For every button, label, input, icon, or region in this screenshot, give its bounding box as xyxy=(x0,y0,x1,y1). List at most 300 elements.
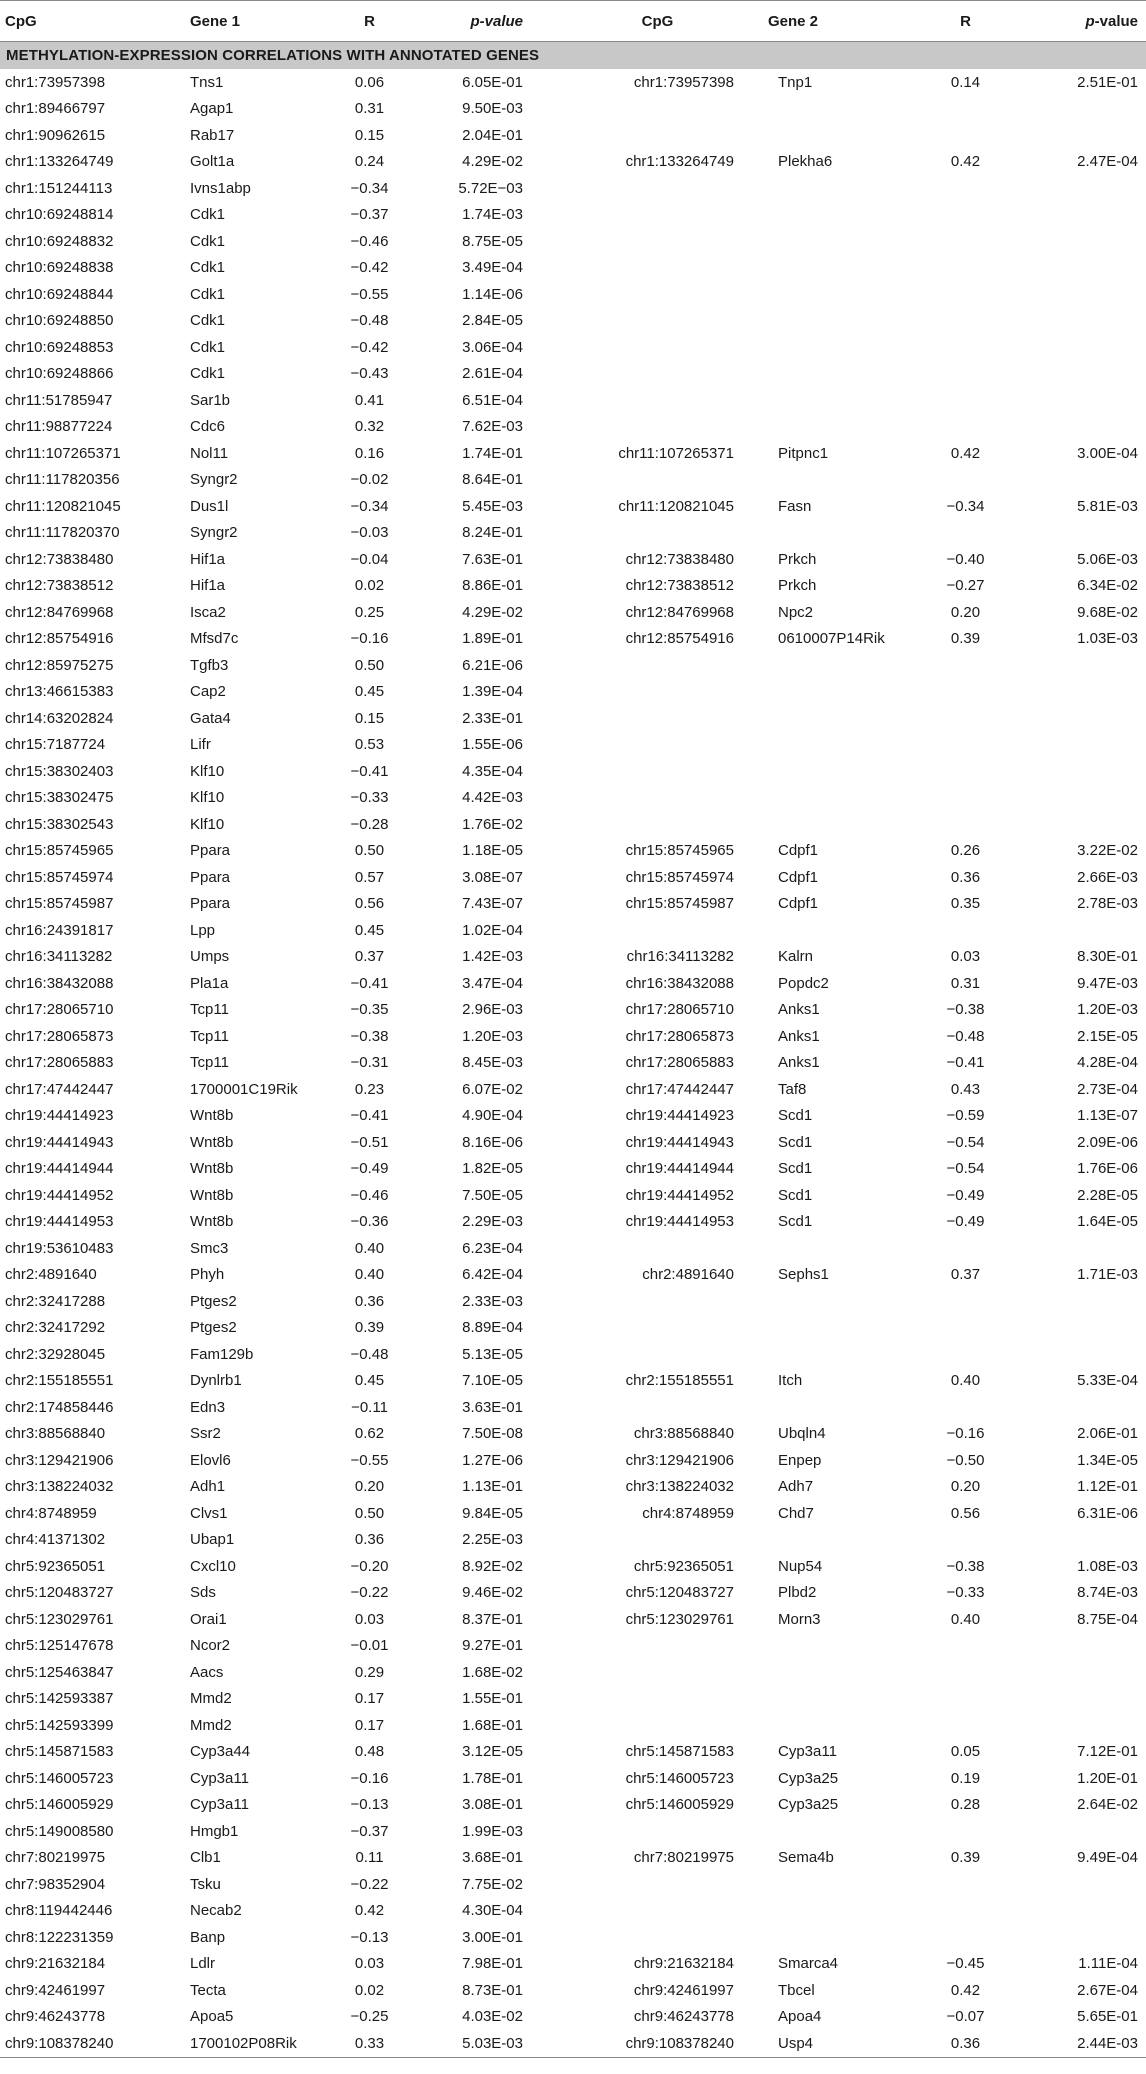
gene-2-cell xyxy=(746,1527,913,1554)
cpg-1-cell: chr12:85754916 xyxy=(5,630,114,648)
pvalue-2-cell xyxy=(1018,1527,1146,1554)
pvalue-2-cell: 2.78E-03 xyxy=(1077,895,1138,913)
gene-2-cell: Tnp1 xyxy=(778,73,813,91)
gene-2-cell xyxy=(746,334,913,361)
r-1-cell: 0.02 xyxy=(354,1981,385,1999)
cpg-2-cell: chr9:108378240 xyxy=(541,2030,746,2057)
r-1-cell: 0.23 xyxy=(354,1080,385,1098)
table-row xyxy=(0,1500,1146,1527)
table-row xyxy=(0,1712,1146,1739)
cpg-2-cell xyxy=(541,1712,746,1739)
pvalue-2-cell: 9.68E-02 xyxy=(1077,603,1138,621)
pvalue-2-cell: 6.34E-02 xyxy=(1077,577,1138,595)
gene-1-cell: Syngr2 xyxy=(190,471,238,489)
pvalue-1-cell: 4.29E-02 xyxy=(462,153,523,171)
cpg-1-cell: chr11:117820356 xyxy=(5,471,120,489)
r-2-cell xyxy=(913,96,1018,123)
r-1-cell: 0.40 xyxy=(354,1239,385,1257)
pvalue-2-cell: 8.75E-04 xyxy=(1077,1610,1138,1628)
cpg-2-cell: chr1:73957398 xyxy=(633,73,734,91)
table-row xyxy=(0,69,1146,96)
gene-1-cell: Sds xyxy=(190,1584,216,1602)
cpg-1-cell: chr12:85975275 xyxy=(5,656,114,674)
gene-1-cell: Hmgb1 xyxy=(190,1822,239,1840)
gene-1-cell: Cdk1 xyxy=(190,365,226,383)
r-1-cell: −0.41 xyxy=(350,1107,389,1125)
gene-2-cell: Anks1 xyxy=(778,1027,820,1045)
r-2-cell xyxy=(913,917,1018,944)
pvalue-2-cell: 5.06E-03 xyxy=(1077,550,1138,568)
pvalue-1-cell: 3.08E-01 xyxy=(462,1796,523,1814)
pvalue-1-cell: 8.75E-05 xyxy=(462,232,523,250)
cpg-1-cell: chr5:146005723 xyxy=(5,1769,114,1787)
gene-2-cell: Itch xyxy=(778,1372,803,1390)
gene-1-cell: Fam129b xyxy=(190,1345,254,1363)
gene-1-cell: Hif1a xyxy=(190,577,226,595)
gene-2-cell xyxy=(746,1712,913,1739)
cpg-1-cell: chr9:108378240 xyxy=(0,2030,190,2057)
cpg-2-cell: chr11:107265371 xyxy=(618,444,734,462)
r-1-cell: 0.17 xyxy=(354,1716,385,1734)
pvalue-1-cell: 9.27E-01 xyxy=(462,1637,523,1655)
gene-2-cell xyxy=(746,202,913,229)
gene-2-cell: Plekha6 xyxy=(778,153,833,171)
gene-2-cell xyxy=(746,705,913,732)
pvalue-1-cell: 2.04E-01 xyxy=(462,126,523,144)
table-row xyxy=(0,838,1146,865)
gene-1-cell: Nol11 xyxy=(190,444,229,462)
table-row xyxy=(0,1792,1146,1819)
gene-2-cell xyxy=(746,1898,913,1925)
table-row xyxy=(0,122,1146,149)
cpg-1-cell: chr15:38302403 xyxy=(5,762,114,780)
r-1-cell: 0.41 xyxy=(354,391,385,409)
gene-2-cell: Scd1 xyxy=(778,1107,813,1125)
gene-1-cell: Cdk1 xyxy=(190,259,226,277)
gene-2-cell: Scd1 xyxy=(778,1186,813,1204)
table-row xyxy=(0,679,1146,706)
cpg-1-cell: chr11:120821045 xyxy=(5,497,121,515)
table-row xyxy=(0,1394,1146,1421)
pvalue-2-cell xyxy=(1018,1818,1146,1845)
gene-1-cell: Cxcl10 xyxy=(190,1557,236,1575)
gene-1-cell: Ptges2 xyxy=(190,1292,237,1310)
gene-2-cell: Prkch xyxy=(778,577,817,595)
pvalue-2-cell: 5.33E-04 xyxy=(1077,1372,1138,1390)
cpg-1-cell: chr5:146005929 xyxy=(5,1796,114,1814)
cpg-1-cell: chr17:47442447 xyxy=(5,1080,114,1098)
pvalue-2-cell xyxy=(1018,467,1146,494)
gene-1-cell: Ubap1 xyxy=(190,1531,235,1549)
gene-2-cell xyxy=(746,1341,913,1368)
cpg-1-cell: chr5:120483727 xyxy=(5,1584,114,1602)
cpg-2-cell: chr3:138224032 xyxy=(625,1478,734,1496)
pvalue-1-cell: 9.50E-03 xyxy=(462,100,523,118)
gene-2-cell xyxy=(746,1818,913,1845)
header-cpg-2: CpG xyxy=(541,1,746,42)
r-1-cell: 0.45 xyxy=(354,921,385,939)
r-2-cell: 0.40 xyxy=(950,1372,981,1390)
table-row xyxy=(0,1447,1146,1474)
pvalue-1-cell: 1.20E-03 xyxy=(462,1027,523,1045)
cpg-2-cell xyxy=(541,334,746,361)
gene-2-cell: Sephs1 xyxy=(778,1266,829,1284)
pvalue-1-cell: 7.10E-05 xyxy=(462,1372,523,1390)
pvalue-1-cell: 4.03E-02 xyxy=(462,2008,523,2026)
pvalue-1-cell: 1.02E-04 xyxy=(462,921,523,939)
r-2-cell xyxy=(913,228,1018,255)
gene-1-cell: Tsku xyxy=(190,1875,221,1893)
pvalue-1-cell: 6.42E-04 xyxy=(462,1266,523,1284)
r-1-cell: −0.11 xyxy=(351,1398,388,1416)
cpg-1-cell: chr5:123029761 xyxy=(5,1610,114,1628)
cpg-2-cell: chr5:123029761 xyxy=(625,1610,734,1628)
cpg-2-cell: chr17:47442447 xyxy=(625,1080,734,1098)
pvalue-1-cell: 2.25E-03 xyxy=(462,1531,523,1549)
gene-1-cell: Ivns1abp xyxy=(190,179,251,197)
r-1-cell: 0.42 xyxy=(354,1902,385,1920)
r-1-cell: 0.32 xyxy=(354,418,385,436)
cpg-1-cell: chr10:69248866 xyxy=(5,365,114,383)
pvalue-2-cell xyxy=(1018,652,1146,679)
cpg-2-cell: chr11:120821045 xyxy=(618,497,734,515)
gene-1-cell: Cdk1 xyxy=(190,285,226,303)
r-2-cell xyxy=(913,1898,1018,1925)
gene-1-cell: Sar1b xyxy=(190,391,231,409)
gene-2-cell: Enpep xyxy=(778,1451,822,1469)
table-row xyxy=(0,1951,1146,1978)
gene-2-cell: Usp4 xyxy=(746,2030,913,2057)
cpg-1-cell: chr11:117820370 xyxy=(5,524,120,542)
cpg-1-cell: chr1:133264749 xyxy=(5,153,114,171)
r-2-cell: 0.42 xyxy=(950,1981,981,1999)
gene-2-cell: Anks1 xyxy=(778,1054,820,1072)
section-title: METHYLATION-EXPRESSION CORRELATIONS WITH ANNOTATED GENES xyxy=(0,42,1146,70)
gene-1-cell: Golt1a xyxy=(190,153,235,171)
cpg-1-cell: chr4:8748959 xyxy=(5,1504,97,1522)
table-row xyxy=(0,1474,1146,1501)
cpg-2-cell: chr19:44414923 xyxy=(625,1107,734,1125)
cpg-1-cell: chr2:32928045 xyxy=(5,1345,106,1363)
cpg-1-cell: chr16:34113282 xyxy=(5,948,113,966)
pvalue-2-cell xyxy=(1018,1394,1146,1421)
gene-2-cell xyxy=(746,175,913,202)
r-2-cell: −0.54 xyxy=(946,1133,985,1151)
table-row xyxy=(0,334,1146,361)
cpg-1-cell: chr17:28065873 xyxy=(5,1027,114,1045)
cpg-2-cell xyxy=(541,122,746,149)
pvalue-2-cell xyxy=(1018,1288,1146,1315)
gene-1-cell: Ppara xyxy=(190,868,231,886)
cpg-2-cell: chr7:80219975 xyxy=(633,1849,734,1867)
pvalue-1-cell: 7.50E-08 xyxy=(462,1425,523,1443)
pvalue-1-cell: 1.74E-03 xyxy=(462,206,523,224)
r-2-cell xyxy=(913,1315,1018,1342)
cpg-2-cell: chr17:28065873 xyxy=(625,1027,734,1045)
gene-1-cell: 1700001C19Rik xyxy=(190,1080,298,1098)
r-1-cell: 0.48 xyxy=(354,1743,385,1761)
gene-1-cell: Cyp3a11 xyxy=(190,1769,249,1787)
gene-1-cell: Banp xyxy=(190,1928,226,1946)
r-2-cell: −0.38 xyxy=(946,1557,985,1575)
gene-1-cell: Wnt8b xyxy=(190,1186,234,1204)
r-2-cell xyxy=(913,1712,1018,1739)
r-1-cell: −0.31 xyxy=(350,1054,389,1072)
table-row xyxy=(0,2004,1146,2031)
r-2-cell: 0.35 xyxy=(950,895,981,913)
gene-1-cell: Cdk1 xyxy=(190,206,226,224)
gene-2-cell xyxy=(746,1288,913,1315)
table-row xyxy=(0,1606,1146,1633)
pvalue-2-cell: 2.15E-05 xyxy=(1077,1027,1138,1045)
r-2-cell: 0.39 xyxy=(950,1849,981,1867)
r-1-cell: 0.31 xyxy=(354,100,385,118)
header-row xyxy=(0,1,1146,42)
table-row xyxy=(0,944,1146,971)
cpg-2-cell: chr5:92365051 xyxy=(633,1557,734,1575)
r-1-cell: −0.28 xyxy=(350,815,389,833)
gene-2-cell: Apoa4 xyxy=(778,2008,822,2026)
r-2-cell xyxy=(913,1288,1018,1315)
section-row xyxy=(0,42,1146,70)
r-2-cell: 0.42 xyxy=(950,444,981,462)
pvalue-1-cell: 7.63E-01 xyxy=(462,550,523,568)
cpg-2-cell: chr12:73838480 xyxy=(625,550,734,568)
r-2-cell: −0.34 xyxy=(946,497,985,515)
cpg-2-cell: chr16:34113282 xyxy=(626,948,734,966)
r-2-cell: 0.28 xyxy=(950,1796,981,1814)
cpg-1-cell: chr5:142593387 xyxy=(5,1690,114,1708)
pvalue-1-cell: 3.12E-05 xyxy=(462,1743,523,1761)
table-row xyxy=(0,361,1146,388)
r-1-cell: −0.38 xyxy=(350,1027,389,1045)
table-row xyxy=(0,1659,1146,1686)
gene-1-cell: Ptges2 xyxy=(190,1319,237,1337)
pvalue-2-cell: 5.65E-01 xyxy=(1077,2008,1138,2026)
r-2-cell xyxy=(913,758,1018,785)
r-2-cell xyxy=(913,202,1018,229)
table-row xyxy=(0,1076,1146,1103)
r-1-cell: 0.53 xyxy=(354,736,385,754)
gene-1-cell: Tcp11 xyxy=(190,1001,229,1019)
cpg-1-cell: chr8:119442446 xyxy=(5,1902,113,1920)
r-1-cell: −0.46 xyxy=(350,232,389,250)
gene-2-cell: Sema4b xyxy=(778,1849,834,1867)
cpg-1-cell: chr7:98352904 xyxy=(5,1875,106,1893)
r-2-cell xyxy=(913,811,1018,838)
r-1-cell: −0.51 xyxy=(350,1133,389,1151)
cpg-1-cell: chr14:63202824 xyxy=(5,709,114,727)
cpg-1-cell: chr3:88568840 xyxy=(5,1425,106,1443)
gene-1-cell: Apoa5 xyxy=(190,2008,234,2026)
cpg-1-cell: chr10:69248853 xyxy=(5,338,114,356)
pvalue-2-cell: 2.73E-04 xyxy=(1077,1080,1138,1098)
cpg-1-cell: chr11:107265371 xyxy=(5,444,121,462)
r-2-cell: 0.20 xyxy=(950,1478,981,1496)
gene-2-cell: Scd1 xyxy=(778,1133,813,1151)
cpg-2-cell xyxy=(541,255,746,282)
r-2-cell xyxy=(913,361,1018,388)
gene-1-cell: Syngr2 xyxy=(190,524,238,542)
pvalue-2-cell xyxy=(1018,917,1146,944)
gene-1-cell: Hif1a xyxy=(190,550,226,568)
r-2-cell xyxy=(913,334,1018,361)
gene-2-cell: Kalrn xyxy=(778,948,814,966)
r-2-cell xyxy=(913,1924,1018,1951)
r-2-cell: −0.48 xyxy=(946,1027,985,1045)
gene-2-cell: Cyp3a25 xyxy=(778,1796,839,1814)
r-1-cell: −0.22 xyxy=(350,1875,389,1893)
pvalue-2-cell: 2.47E-04 xyxy=(1077,153,1138,171)
pvalue-1-cell: 6.05E-01 xyxy=(462,73,523,91)
cpg-1-cell: chr17:28065710 xyxy=(5,1001,114,1019)
pvalue-2-cell xyxy=(1018,732,1146,759)
pvalue-2-cell: 1.13E-07 xyxy=(1077,1107,1138,1125)
cpg-1-cell: chr12:73838480 xyxy=(5,550,114,568)
table-row xyxy=(0,1527,1146,1554)
cpg-1-cell: chr16:38432088 xyxy=(5,974,114,992)
gene-2-cell: 0610007P14Rik xyxy=(778,630,885,648)
pvalue-2-cell xyxy=(1018,811,1146,838)
r-1-cell: −0.49 xyxy=(350,1160,389,1178)
table-row xyxy=(0,811,1146,838)
r-1-cell: 0.20 xyxy=(354,1478,385,1496)
pvalue-2-cell: 1.76E-06 xyxy=(1077,1160,1138,1178)
r-2-cell: −0.49 xyxy=(946,1186,985,1204)
cpg-1-cell: chr16:24391817 xyxy=(5,921,114,939)
gene-1-cell: Klf10 xyxy=(190,762,225,780)
cpg-1-cell: chr13:46615383 xyxy=(5,683,114,701)
gene-1-cell: Necab2 xyxy=(190,1902,242,1920)
cpg-1-cell: chr19:44414953 xyxy=(5,1213,114,1231)
gene-1-cell: Mfsd7c xyxy=(190,630,239,648)
pvalue-2-cell: 2.44E-03 xyxy=(1018,2030,1146,2057)
pvalue-1-cell: 8.37E-01 xyxy=(462,1610,523,1628)
r-2-cell: 0.05 xyxy=(950,1743,981,1761)
r-1-cell: −0.37 xyxy=(350,206,389,224)
cpg-2-cell: chr12:73838512 xyxy=(625,577,734,595)
cpg-1-cell: chr19:44414923 xyxy=(5,1107,114,1125)
r-1-cell: 0.45 xyxy=(354,1372,385,1390)
header-gene-2: Gene 2 xyxy=(746,1,913,42)
pvalue-2-cell xyxy=(1018,1686,1146,1713)
cpg-1-cell: chr15:85745987 xyxy=(5,895,114,913)
gene-1-cell: Isca2 xyxy=(190,603,226,621)
table-row xyxy=(0,175,1146,202)
cpg-2-cell: chr19:44414943 xyxy=(625,1133,734,1151)
r-2-cell: −0.59 xyxy=(946,1107,985,1125)
table-row xyxy=(0,493,1146,520)
cpg-2-cell xyxy=(541,1659,746,1686)
pvalue-1-cell: 3.00E-01 xyxy=(462,1928,523,1946)
table-row xyxy=(0,1023,1146,1050)
table-row xyxy=(0,440,1146,467)
header-pvalue-1-rest: -value xyxy=(479,12,523,30)
pvalue-2-cell: 3.00E-04 xyxy=(1077,444,1138,462)
pvalue-2-cell: 2.66E-03 xyxy=(1077,868,1138,886)
r-1-cell: −0.16 xyxy=(350,630,389,648)
cpg-2-cell xyxy=(541,1288,746,1315)
table-row xyxy=(0,1129,1146,1156)
cpg-1-cell: chr9:42461997 xyxy=(5,1981,106,1999)
cpg-2-cell: chr1:133264749 xyxy=(625,153,734,171)
pvalue-1-cell: 9.46E-02 xyxy=(462,1584,523,1602)
table-row xyxy=(0,1924,1146,1951)
gene-1-cell: Wnt8b xyxy=(190,1213,234,1231)
cpg-2-cell xyxy=(541,1315,746,1342)
pvalue-1-cell: 1.13E-01 xyxy=(462,1478,523,1496)
cpg-1-cell: chr19:44414943 xyxy=(5,1133,114,1151)
table-row xyxy=(0,573,1146,600)
r-1-cell: −0.01 xyxy=(350,1637,389,1655)
gene-2-cell xyxy=(746,122,913,149)
cpg-2-cell xyxy=(541,1394,746,1421)
r-2-cell xyxy=(913,1659,1018,1686)
cpg-1-cell: chr4:41371302 xyxy=(5,1531,106,1549)
r-2-cell: −0.38 xyxy=(946,1001,985,1019)
r-1-cell: −0.43 xyxy=(350,365,389,383)
gene-1-cell: Orai1 xyxy=(190,1610,227,1628)
pvalue-1-cell: 1.68E-02 xyxy=(462,1663,523,1681)
gene-2-cell xyxy=(746,255,913,282)
gene-2-cell xyxy=(746,281,913,308)
cpg-2-cell: chr16:38432088 xyxy=(625,974,734,992)
cpg-1-cell: chr1:151244113 xyxy=(5,179,113,197)
pvalue-2-cell: 1.20E-03 xyxy=(1077,1001,1138,1019)
cpg-2-cell: chr15:85745987 xyxy=(625,895,734,913)
cpg-1-cell: chr12:73838512 xyxy=(5,577,114,595)
pvalue-2-cell xyxy=(1018,96,1146,123)
gene-1-cell: Mmd2 xyxy=(190,1690,232,1708)
gene-1-cell: Tcp11 xyxy=(190,1054,229,1072)
cpg-1-cell: chr3:129421906 xyxy=(5,1451,114,1469)
table-row xyxy=(0,1553,1146,1580)
gene-2-cell xyxy=(746,1871,913,1898)
cpg-2-cell: chr19:44414952 xyxy=(625,1186,734,1204)
header-pvalue-2-rest: -value xyxy=(1094,12,1138,30)
pvalue-1-cell: 1.74E-01 xyxy=(462,444,523,462)
r-2-cell: 0.20 xyxy=(950,603,981,621)
gene-1-cell: Wnt8b xyxy=(190,1160,234,1178)
gene-2-cell xyxy=(746,520,913,547)
gene-2-cell xyxy=(746,732,913,759)
table-row xyxy=(0,546,1146,573)
cpg-2-cell xyxy=(541,361,746,388)
cpg-1-cell: chr12:84769968 xyxy=(5,603,114,621)
r-1-cell: 0.02 xyxy=(354,577,385,595)
r-1-cell: −0.33 xyxy=(350,789,389,807)
pvalue-1-cell: 2.84E-05 xyxy=(462,312,523,330)
pvalue-1-cell: 1.89E-01 xyxy=(462,630,523,648)
r-2-cell xyxy=(913,1633,1018,1660)
cpg-2-cell xyxy=(541,705,746,732)
gene-1-cell: Cdk1 xyxy=(190,232,226,250)
pvalue-1-cell: 7.75E-02 xyxy=(462,1875,523,1893)
gene-2-cell xyxy=(746,1235,913,1262)
cpg-2-cell xyxy=(541,467,746,494)
pvalue-2-cell: 1.12E-01 xyxy=(1077,1478,1138,1496)
table-row xyxy=(0,1633,1146,1660)
table-row xyxy=(0,1262,1146,1289)
cpg-2-cell xyxy=(541,1818,746,1845)
cpg-1-cell: chr15:85745965 xyxy=(5,842,114,860)
pvalue-2-cell: 2.51E-01 xyxy=(1077,73,1138,91)
cpg-2-cell: chr3:129421906 xyxy=(625,1451,734,1469)
table-row xyxy=(0,1977,1146,2004)
cpg-1-cell: chr5:92365051 xyxy=(5,1557,106,1575)
pvalue-2-cell: 2.64E-02 xyxy=(1077,1796,1138,1814)
header-r-1: R xyxy=(332,1,407,42)
